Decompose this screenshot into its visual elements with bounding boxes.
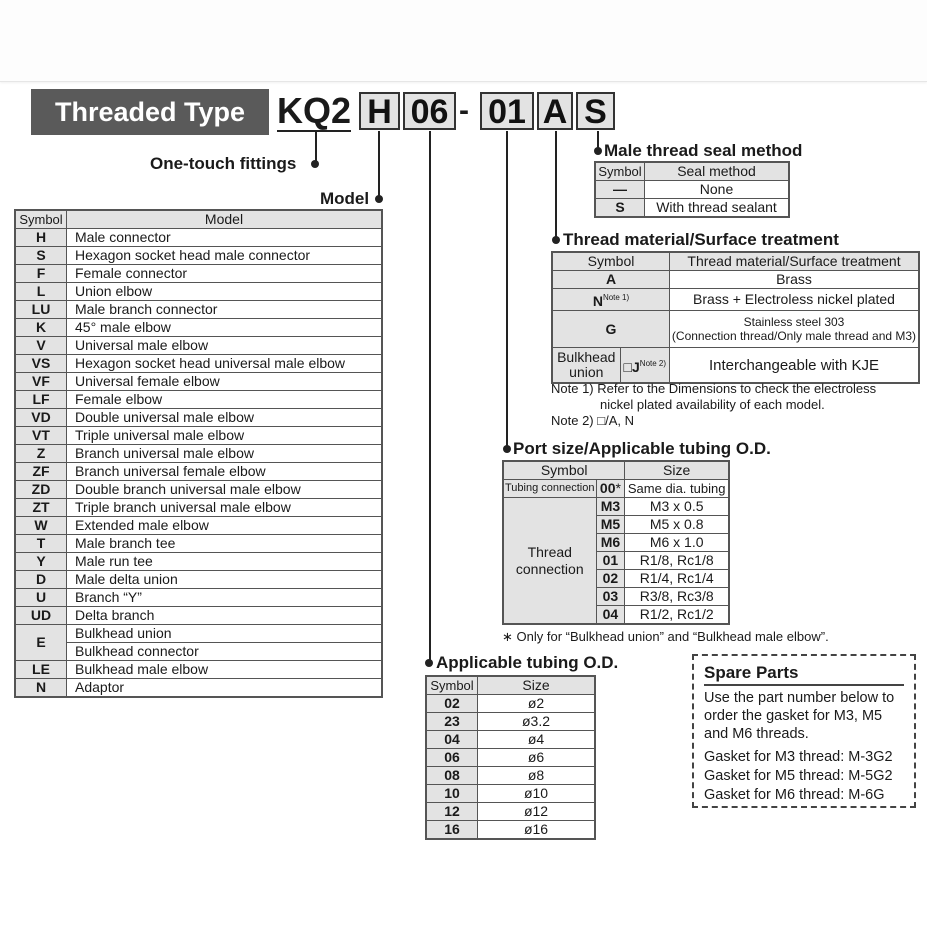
port-symbol: M3 xyxy=(596,498,625,516)
model-symbol: H xyxy=(15,229,67,247)
table-row xyxy=(426,731,595,749)
material-symbol xyxy=(552,289,670,311)
material-symbol-text: N xyxy=(592,293,603,309)
model-name: Male delta union xyxy=(67,571,383,589)
table-row xyxy=(503,480,729,498)
table-row xyxy=(15,571,382,589)
table-row xyxy=(15,409,382,427)
model-symbol: Z xyxy=(15,445,67,463)
tubing-symbol: 04 xyxy=(426,731,478,749)
asterisk-mark: * xyxy=(615,480,621,496)
material-header-treatment: Thread material/Surface treatment xyxy=(670,252,920,271)
model-header-symbol: Symbol xyxy=(15,210,67,229)
seal-value: With thread sealant xyxy=(645,199,790,218)
seal-symbol: — xyxy=(595,181,645,199)
note-1-cont: nickel plated availability of each model. xyxy=(600,397,825,412)
spare-intro-1: Use the part number below to xyxy=(704,690,895,706)
code-model: H xyxy=(359,92,400,130)
tubing-table xyxy=(425,675,596,840)
seal-header-symbol: Symbol xyxy=(595,162,645,181)
model-name: Universal male elbow xyxy=(67,337,383,355)
table-row xyxy=(15,535,382,553)
material-symbol xyxy=(620,348,669,384)
port-symbol: M5 xyxy=(596,516,625,534)
note-ref: Note 2) xyxy=(639,358,667,368)
model-symbol: F xyxy=(15,265,67,283)
model-symbol: W xyxy=(15,517,67,535)
table-row xyxy=(552,311,919,348)
port-size: M5 x 0.8 xyxy=(625,516,729,534)
tubing-size: ø10 xyxy=(478,785,596,803)
model-name: Double universal male elbow xyxy=(67,409,383,427)
port-group-thread xyxy=(503,498,596,625)
table-row xyxy=(15,553,382,571)
model-name: Branch universal male elbow xyxy=(67,445,383,463)
port-symbol xyxy=(596,480,625,498)
label-material: Thread material/Surface treatment xyxy=(563,230,839,249)
seal-symbol: S xyxy=(595,199,645,218)
port-size: R1/4, Rc1/4 xyxy=(625,570,729,588)
spare-parts-title: Spare Parts xyxy=(704,662,904,686)
table-row xyxy=(426,767,595,785)
model-name: Triple branch universal male elbow xyxy=(67,499,383,517)
port-size: R3/8, Rc3/8 xyxy=(625,588,729,606)
port-size: R1/8, Rc1/8 xyxy=(625,552,729,570)
tubing-size: ø8 xyxy=(478,767,596,785)
material-value: Brass xyxy=(670,271,920,289)
table-row xyxy=(552,271,919,289)
port-footnote: ∗ Only for “Bulkhead union” and “Bulkhead male elbow”. xyxy=(502,629,829,644)
table-row xyxy=(15,607,382,625)
seal-value: None xyxy=(645,181,790,199)
note-ref: Note 1) xyxy=(602,293,630,302)
table-row xyxy=(503,498,729,516)
port-symbol: 03 xyxy=(596,588,625,606)
table-row xyxy=(426,821,595,840)
leader-line-port xyxy=(506,131,508,449)
tubing-symbol: 02 xyxy=(426,695,478,713)
model-symbol: LF xyxy=(15,391,67,409)
code-material: A xyxy=(537,92,573,130)
seal-header-method: Seal method xyxy=(645,162,790,181)
spare-item: Gasket for M3 thread: M-3G2 xyxy=(704,749,893,765)
table-row xyxy=(426,713,595,731)
model-name: Hexagon socket head universal male elbow xyxy=(67,355,383,373)
port-group-thread-line: Thread xyxy=(527,543,572,560)
table-row xyxy=(15,391,382,409)
model-name: Bulkhead connector xyxy=(67,643,383,661)
model-symbol: LE xyxy=(15,661,67,679)
model-name: Female connector xyxy=(67,265,383,283)
leader-dot-fittings xyxy=(311,160,319,168)
port-symbol: 01 xyxy=(596,552,625,570)
table-row xyxy=(426,749,595,767)
table-row xyxy=(15,463,382,481)
port-symbol: 04 xyxy=(596,606,625,625)
leader-line-material xyxy=(555,131,557,241)
model-name: Union elbow xyxy=(67,283,383,301)
port-size: R1/2, Rc1/2 xyxy=(625,606,729,625)
leader-dot-tubing xyxy=(425,659,433,667)
model-symbol: U xyxy=(15,589,67,607)
port-symbol: M6 xyxy=(596,534,625,552)
tubing-size: ø2 xyxy=(478,695,596,713)
material-value xyxy=(670,311,920,348)
model-name: Universal female elbow xyxy=(67,373,383,391)
table-row xyxy=(15,499,382,517)
table-row xyxy=(15,517,382,535)
table-row xyxy=(15,643,382,661)
table-row xyxy=(15,373,382,391)
top-band xyxy=(0,0,927,82)
note-2: Note 2) □/A, N xyxy=(551,413,634,428)
leader-line-model xyxy=(378,131,380,199)
table-row xyxy=(595,181,789,199)
code-port: 01 xyxy=(480,92,534,130)
table-row xyxy=(15,301,382,319)
model-name: Triple universal male elbow xyxy=(67,427,383,445)
port-header-size: Size xyxy=(625,461,729,480)
model-symbol: VT xyxy=(15,427,67,445)
spare-intro-3: and M6 threads. xyxy=(704,726,809,742)
model-header-model: Model xyxy=(67,210,383,229)
model-name: Male branch connector xyxy=(67,301,383,319)
model-name: Hexagon socket head male connector xyxy=(67,247,383,265)
tubing-symbol: 10 xyxy=(426,785,478,803)
tubing-header-size: Size xyxy=(478,676,596,695)
model-name: Adaptor xyxy=(67,679,383,698)
material-value-line1: Stainless steel 303 xyxy=(743,315,845,329)
table-row xyxy=(15,661,382,679)
table-row xyxy=(15,589,382,607)
port-table xyxy=(502,460,730,625)
tubing-symbol: 23 xyxy=(426,713,478,731)
model-name: 45° male elbow xyxy=(67,319,383,337)
model-name: Double branch universal male elbow xyxy=(67,481,383,499)
tubing-symbol: 16 xyxy=(426,821,478,840)
port-symbol: 02 xyxy=(596,570,625,588)
port-size: M3 x 0.5 xyxy=(625,498,729,516)
table-row xyxy=(15,355,382,373)
table-row xyxy=(15,247,382,265)
label-one-touch: One-touch fittings xyxy=(150,154,297,173)
table-row xyxy=(15,283,382,301)
label-seal: Male thread seal method xyxy=(604,141,803,160)
tubing-size: ø6 xyxy=(478,749,596,767)
tubing-symbol: 08 xyxy=(426,767,478,785)
model-symbol: ZF xyxy=(15,463,67,481)
model-symbol: VS xyxy=(15,355,67,373)
material-symbol-text: □J xyxy=(623,358,640,375)
seal-table xyxy=(594,161,790,218)
model-symbol: ZD xyxy=(15,481,67,499)
note-1: Note 1) Refer to the Dimensions to check the electroless xyxy=(551,381,877,396)
port-symbol-text: 00 xyxy=(599,480,616,496)
leader-dot-port xyxy=(503,445,511,453)
code-seal: S xyxy=(576,92,615,130)
material-symbol: A xyxy=(552,271,670,289)
model-symbol: S xyxy=(15,247,67,265)
table-row xyxy=(552,289,919,311)
table-row xyxy=(15,481,382,499)
leader-line-tubing xyxy=(429,131,431,664)
model-symbol: Y xyxy=(15,553,67,571)
part-prefix: KQ2 xyxy=(277,90,352,131)
label-model: Model xyxy=(320,189,370,208)
tubing-size: ø4 xyxy=(478,731,596,749)
material-table xyxy=(551,251,920,384)
table-row xyxy=(15,445,382,463)
model-symbol: VD xyxy=(15,409,67,427)
model-table xyxy=(14,209,383,698)
model-name: Branch universal female elbow xyxy=(67,463,383,481)
table-row xyxy=(552,348,919,384)
table-row xyxy=(15,427,382,445)
tubing-header-symbol: Symbol xyxy=(426,676,478,695)
spare-item: Gasket for M5 thread: M-5G2 xyxy=(704,768,893,784)
model-symbol: ZT xyxy=(15,499,67,517)
table-row xyxy=(426,695,595,713)
table-row xyxy=(595,199,789,218)
material-symbol: G xyxy=(552,311,670,348)
model-symbol: E xyxy=(15,625,67,661)
model-symbol: D xyxy=(15,571,67,589)
leader-dot-seal xyxy=(594,147,602,155)
leader-dot-model xyxy=(375,195,383,203)
port-size: Same dia. tubing xyxy=(625,480,729,498)
material-value-line2: (Connection thread/Only male thread and M3) xyxy=(671,329,917,343)
model-symbol: LU xyxy=(15,301,67,319)
port-group-tubing: Tubing connection xyxy=(503,480,596,498)
material-header-symbol: Symbol xyxy=(552,252,670,271)
label-port: Port size/Applicable tubing O.D. xyxy=(513,439,771,458)
table-row xyxy=(15,625,382,643)
port-group-thread-line: connection xyxy=(515,560,584,577)
table-row xyxy=(426,785,595,803)
model-name: Male connector xyxy=(67,229,383,247)
model-symbol: T xyxy=(15,535,67,553)
tubing-size: ø3.2 xyxy=(478,713,596,731)
material-value: Brass + Electroless nickel plated xyxy=(670,289,920,311)
model-symbol: VF xyxy=(15,373,67,391)
spare-item: Gasket for M6 thread: M-6G xyxy=(704,787,885,803)
model-name: Female elbow xyxy=(67,391,383,409)
model-symbol: L xyxy=(15,283,67,301)
model-symbol: N xyxy=(15,679,67,698)
model-symbol: V xyxy=(15,337,67,355)
model-name: Bulkhead male elbow xyxy=(67,661,383,679)
model-symbol: K xyxy=(15,319,67,337)
table-row xyxy=(15,337,382,355)
table-row xyxy=(15,229,382,247)
table-row xyxy=(15,679,382,698)
spare-parts-box xyxy=(692,654,916,808)
tubing-size: ø12 xyxy=(478,803,596,821)
label-tubing: Applicable tubing O.D. xyxy=(436,653,619,672)
material-group: Bulkhead union xyxy=(552,348,620,384)
model-name: Extended male elbow xyxy=(67,517,383,535)
port-header-symbol: Symbol xyxy=(503,461,625,480)
tubing-symbol: 06 xyxy=(426,749,478,767)
tubing-size: ø16 xyxy=(478,821,596,840)
model-name: Bulkhead union xyxy=(67,625,383,643)
material-value: Interchangeable with KJE xyxy=(670,348,920,384)
model-name: Delta branch xyxy=(67,607,383,625)
leader-dot-material xyxy=(552,236,560,244)
code-separator: - xyxy=(459,94,469,127)
table-row xyxy=(15,319,382,337)
table-row xyxy=(426,803,595,821)
code-tubing: 06 xyxy=(403,92,456,130)
spare-intro-2: order the gasket for M3, M5 xyxy=(704,708,883,724)
table-row xyxy=(15,265,382,283)
port-size: M6 x 1.0 xyxy=(625,534,729,552)
model-name: Branch “Y” xyxy=(67,589,383,607)
section-title: Threaded Type xyxy=(31,89,269,135)
tubing-symbol: 12 xyxy=(426,803,478,821)
model-name: Male branch tee xyxy=(67,535,383,553)
model-name: Male run tee xyxy=(67,553,383,571)
model-symbol: UD xyxy=(15,607,67,625)
